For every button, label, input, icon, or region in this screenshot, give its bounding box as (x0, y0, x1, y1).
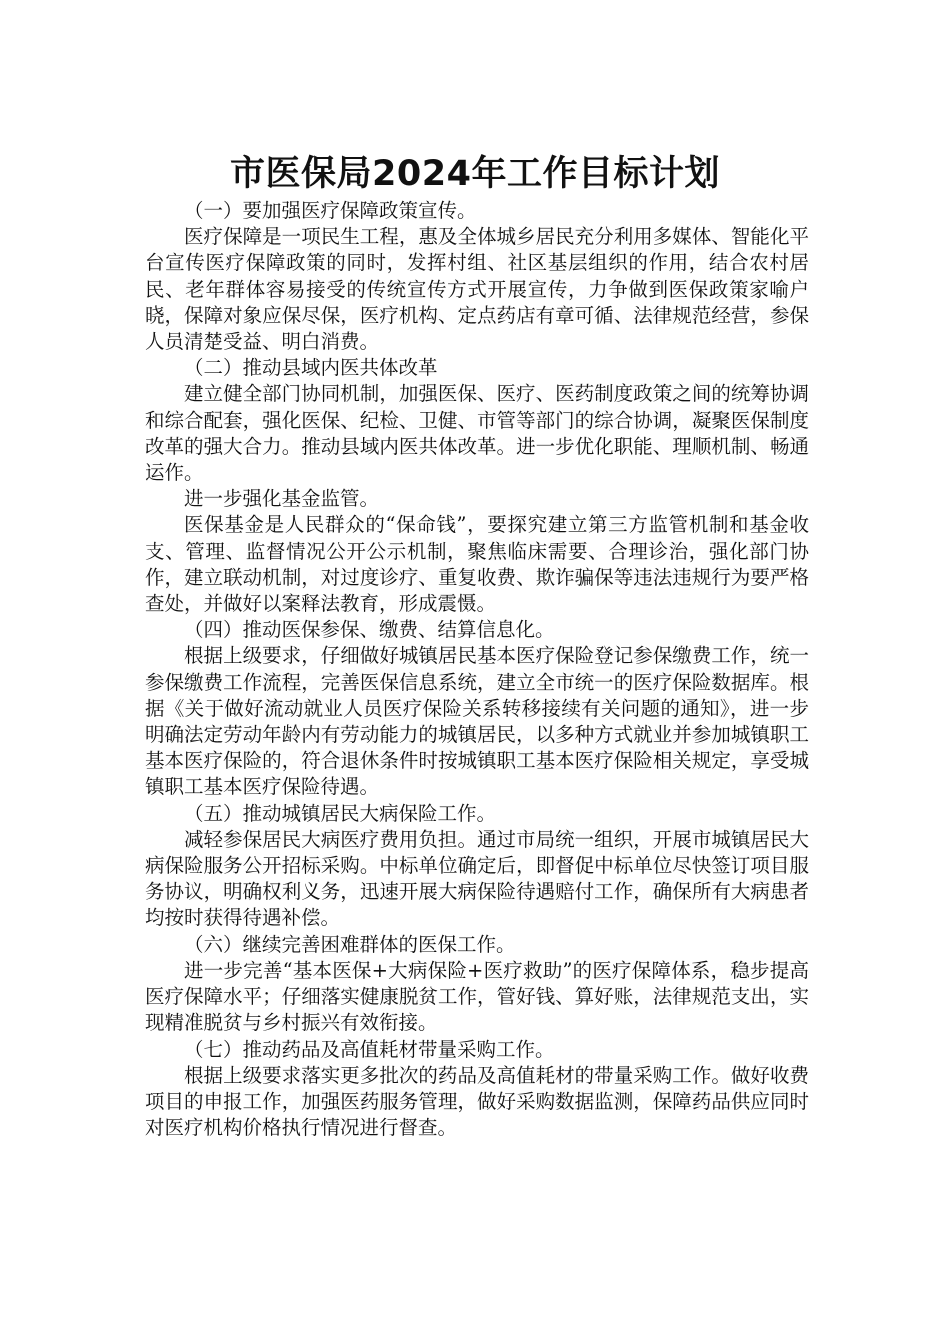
section-5-heading: （五）推动城镇居民大病保险工作。 (184, 801, 497, 825)
section-1-heading: （一）要加强医疗保障政策宣传。 (184, 199, 477, 222)
section-7-paragraph: 根据上级要求落实更多批次的药品及高值耗材的带量采购工作。做好收费项目的申报工作，加强医药服务管理，做好采购数据监测，保障药品供应同时对医疗机构价格执行情况进行督查。 (145, 1063, 809, 1140)
section-3-heading: 进一步强化基金监管。 (184, 487, 380, 511)
section-2-heading: （二）推动县域内医共体改革 (184, 356, 438, 380)
section-4-heading: （四）推动医保参保、缴费、结算信息化。 (184, 618, 555, 642)
section-5-paragraph: 减轻参保居民大病医疗费用负担。通过市局统一组织，开展市城镇居民大病保险服务公开招标采购。中标单位确定后，即督促中标单位尽快签订项目服务协议，明确权利义务，迅速开展大病保险待遇赔付工作，确保所有大病患者均按时获得待遇补偿。 (145, 827, 809, 930)
section-2-paragraph: 建立健全部门协同机制，加强医保、医疗、医药制度政策之间的统筹协调和综合配套，强化医保、纪检、卫健、市管等部门的综合协调，凝聚医保制度改革的强大合力。推动县域内医共体改革。进一步优化职能、理顺机制、畅通运作。 (145, 382, 809, 485)
section-6-heading: （六）继续完善困难群体的医保工作。 (184, 932, 516, 956)
section-7-heading: （七）推动药品及高值耗材带量采购工作。 (184, 1037, 555, 1061)
section-3-paragraph: 医保基金是人民群众的“保命钱”，要探究建立第三方监管机制和基金收支、管理、监督情况公开公示机制，聚焦临床需要、合理诊治，强化部门协作，建立联动机制，对过度诊疗、重复收费、欺诈骗保等违法违规行为要严格查处，并做好以案释法教育，形成震慑。 (145, 513, 809, 616)
document-body (145, 198, 809, 1141)
section-1-paragraph: 医疗保障是一项民生工程，惠及全体城乡居民充分利用多媒体、智能化平台宣传医疗保障政策的同时，发挥村组、社区基层组织的作用，结合农村居民、老年群体容易接受的传统宣传方式开展宣传，力争做到医保政策家喻户晓，保障对象应保尽保，医疗机构、定点药店有章可循、法律规范经营，参保人员清楚受益、明白消费。 (145, 225, 809, 354)
section-4-paragraph: 根据上级要求，仔细做好城镇居民基本医疗保险登记参保缴费工作，统一参保缴费工作流程，完善医保信息系统，建立全市统一的医疗保险数据库。根据《关于做好流动就业人员医疗保险关系转移接续有关问题的通知》，进一步明确法定劳动年龄内有劳动能力的城镇居民，以多种方式就业并参加城镇职工基本医疗保险的，符合退休条件时按城镇职工基本医疗保险相关规定，享受城镇职工基本医疗保险待遇。 (145, 644, 809, 799)
section-6-paragraph: 进一步完善“基本医保+大病保险+医疗救助”的医疗保障体系，稳步提高医疗保障水平；仔细落实健康脱贫工作，管好钱、算好账，法律规范支出，实现精准脱贫与乡村振兴有效衔接。 (145, 958, 809, 1035)
document-title: 市医保局2024年工作目标计划 (230, 154, 720, 195)
